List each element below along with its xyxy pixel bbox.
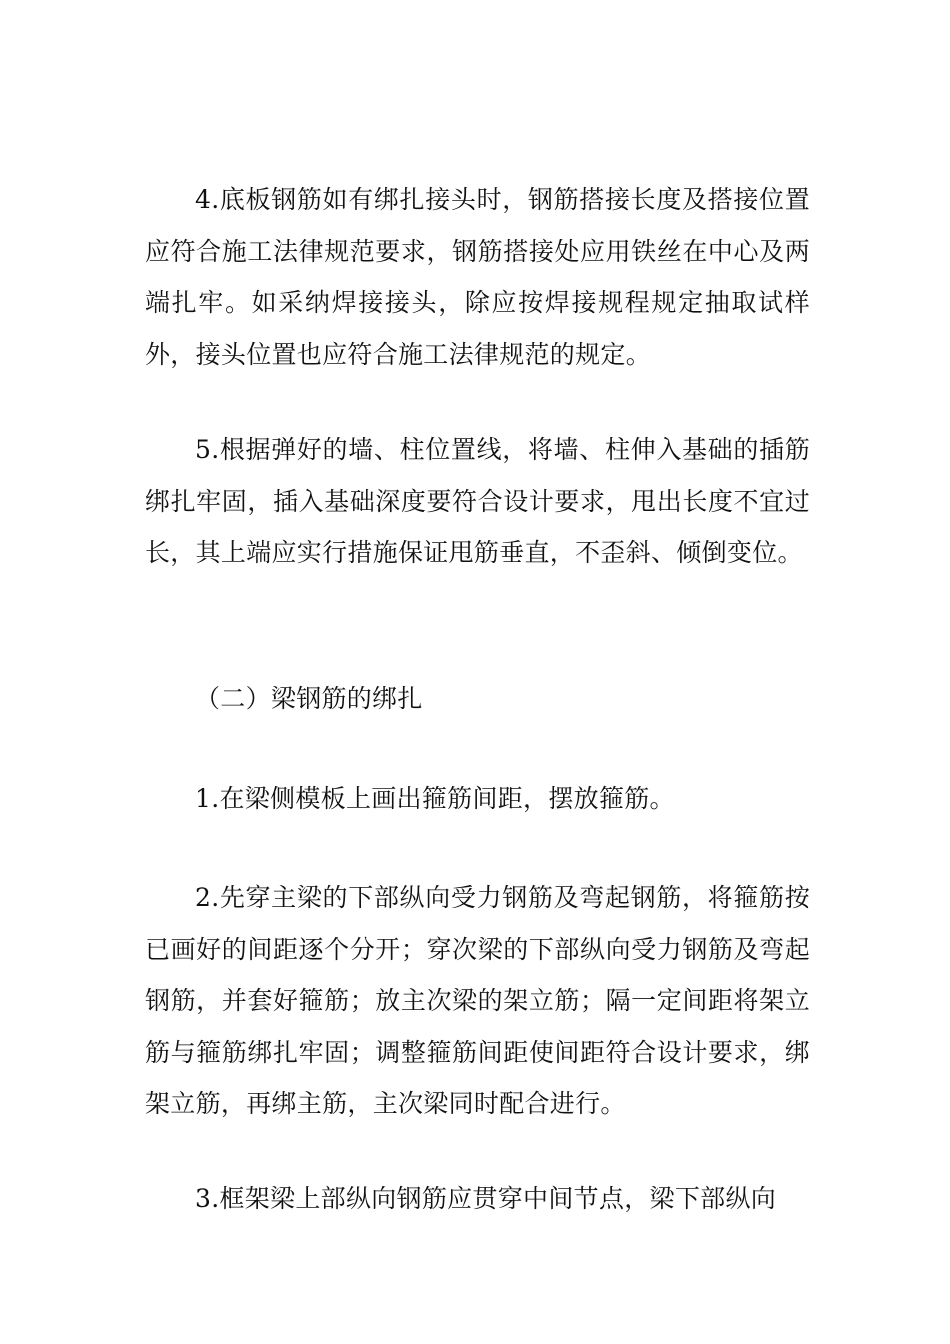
paragraph-4-bottom-slab-rebar: 4.底板钢筋如有绑扎接头时，钢筋搭接长度及搭接位置应符合施工法律规范要求，钢筋搭接处应用铁丝在中心及两端扎牢。如采纳焊接接头，除应按焊接规程规定抽取试样外，接头位置也应符合施工法律规范的规定。 (145, 185, 810, 369)
section-heading-beam-rebar: （二）梁钢筋的绑扎 (195, 684, 423, 713)
paragraph-5-column-dowels: 5.根据弹好的墙、柱位置线，将墙、柱伸入基础的插筋绑扎牢固，插入基础深度要符合设计要求，甩出长度不宜过长，其上端应实行措施保证甩筋垂直，不歪斜、倾倒变位。 (145, 435, 810, 567)
paragraph-3-frame-beam-rebar: 3.框架梁上部纵向钢筋应贯穿中间节点，梁下部纵向 (195, 1184, 777, 1213)
paragraph-2-main-beam-rebar: 2.先穿主梁的下部纵向受力钢筋及弯起钢筋，将箍筋按已画好的间距逐个分开；穿次梁的下部纵向受力钢筋及弯起钢筋，并套好箍筋；放主次梁的架立筋；隔一定间距将架立筋与箍筋绑扎牢固；调整箍筋间距使间距符合设计要求，绑架立筋，再绑主筋，主次梁同时配合进行。 (145, 883, 810, 1118)
paragraph-1-stirrup-spacing: 1.在梁侧模板上画出箍筋间距，摆放箍筋。 (195, 784, 675, 813)
